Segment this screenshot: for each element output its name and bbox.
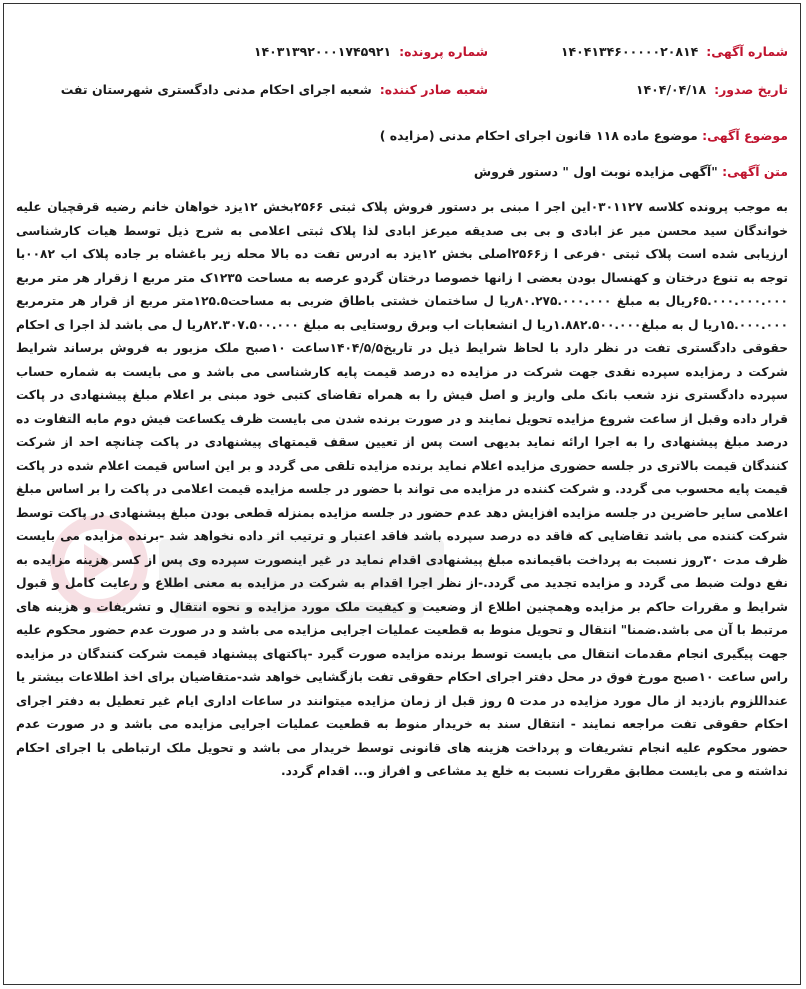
issuing-branch [16, 82, 488, 97]
subject-label: موضوع آگهی: [702, 128, 788, 143]
ad-number-label: شماره آگهی: [706, 43, 788, 59]
case-number-value: ۱۴۰۳۱۳۹۲۰۰۰۱۷۴۵۹۲۱ [253, 43, 392, 59]
case-number-label: شماره پرونده: [399, 43, 488, 59]
subject-value: موضوع ماده ۱۱۸ قانون اجرای احکام مدنی (مزایده ) [379, 128, 698, 143]
ad-number-value: ۱۴۰۴۱۳۴۶۰۰۰۰۰۲۰۸۱۴ [560, 43, 699, 59]
notice-subject [380, 128, 788, 143]
notice-body: به موجب پرونده کلاسه ۰۳۰۱۱۲۷این اجر ا مبنی بر دستور فروش پلاک ثبتی ۲۵۶۶بخش ۱۲یزد خواهان خانم رضیه قرقچیان علیه خواندگان سید محسن میر عز ابادی و بی بی صدیقه میرعز ابادی لذا پلاک ثبتی اعلامی به شرح ذیل توسط هیات کارشناسی ارزیابی شده است پلاک ثبتی ۰فرعی ا ز۲۵۶۶اصلی بخش ۱۲یزد به ادرس تفت ده بالا محله زیر باغشاه بر جاده پلاک اب ۰۰۸۲با توجه به تنوع درختان و کهنسال بودن بعضی ا زانها خصوصا درختان گردو عرصه به مساحت ۱۲۳۵ک متر مربع ا زقرار هر متر مربع ۶۵.۰۰۰.۰۰۰.۰۰۰ریال به مبلغ ۸۰.۲۷۵.۰۰۰.۰۰۰ریا ل ساختمان خشتی باطاق ضربی به مساحت۱۲۵.۵متر مربع از قرار هر مترمربع ۱۵.۰۰۰.۰۰۰ریا ل به مبلغ۱.۸۸۲.۵۰۰.۰۰۰ریا ل انشعابات اب وبرق روستایی به مبلغ ۸۲.۳۰۷.۵۰۰.۰۰۰ریا ل می باشد لذ اجرا ی احکام حقوقی دادگستری تفت در نظر دارد با لحاظ شرایط ذیل در تاریخ۱۴۰۴/۵/۵ساعت ۱۰صبح ملک مزبور به فروش برساند شرایط شرکت د رمزایده سپرده نقدی جهت شرکت در مزایده ده درصد قیمت پایه کارشناسی می باشد و می بایست به شماره حساب سپرده دادگستری نزد شعب بانک ملی واریز و اصل فیش را به همراه تقاضای کتبی خود مبنی بر اعلام مبلغ پیشنهادی در پاکت قرار داده وقبل از ساعت شروع مزایده تحویل نمایند و در صورت برنده شدن می بایست ظرف یکساعت فیش دوم مابه التفاوت ده درصد مبلغ پیشنهادی را به اجرا ارائه نماید بدیهی است پس از تعیین سقف قیمتهای پیشنهادی در پاکت چنانچه احد از شرکت کنندگان قیمت بالاتری در جلسه حضوری مزایده اعلام نماید برنده مزایده تلقی می گردد و بر این اساس قیمت اعلام شده در پاکت قیمت پایه محسوب می گردد. و شرکت کننده در مزایده می تواند با حضور در جلسه مزایده قیمت اعلامی در پاکت را بر اساس مبلغ اعلامی سایر حاضرین در جلسه مزایده افزایش دهد عدم حضور در جلسه مزایده بمنزله قطعی بودن مبلغ پیشنهادی در پاکت توسط شرکت کننده می باشد تقاضایی که فاقد ده درصد سپرده باشد فاقد اعتبار و ترتیب اثر داده نخواهد شد -برنده مزایده می بایست ظرف مدت ۳۰روز نسبت به پرداخت باقیمانده مبلغ پیشنهادی اقدام نماید در غیر اینصورت سپرده وی پس از کسر هزینه مزایده به نفع دولت ضبط می گردد و مزایده تجدید می گردد.-از نظر اجرا اقدام به شرکت در مزایده به معنی اطلاع و رعایت کامل و قبول شرایط و مقررات حاکم بر مزایده وهمچنین اطلاع از وضعیت و کیفیت ملک مورد مزایده و نحوه انتقال و تشریفات و هزینه های مرتبط با آن می باشد.ضمنا" انتقال و تحویل منوط به قطعیت عملیات اجرایی مزایده می باشد و در صورت عدم حضور محکوم علیه جهت پیگیری انجام مقدمات انتقال می بایست توسط برنده مزایده صورت گیرد -پاکتهای پیشنهاد قیمت شرکت کنندگان در مزایده راس ساعت ۱۰صبح مورخ فوق در محل دفتر اجرای احکام حقوقی تفت بازگشایی خواهد شد-متقاضیان برای اخذ اطلاعات بیشتر یا عنداللزوم بازدید از مال مورد مزایده در مدت ۵ روز قبل از زمان مزایده میتوانند در ساعات اداری ایام غیر تعطیل به دفتر اجرای احکام حقوقی تفت مراجعه نمایند - انتقال سند به خریدار منوط به قطعیت عملیات اجرایی مزایده می باشد و در صورت عدم حضور محکوم علیه انجام تشریفات و پرداخت هزینه های قانونی توسط خریدار می باشد و تحویل ملک ارتباطی با اجرای احکام نداشته و می بایست مطابق مقررات نسبت به خلع ید مشاعی و افراز و... اقدام گردد. [16, 200, 789, 778]
header-row-issue [16, 78, 788, 100]
issue-date-value: ۱۴۰۴/۰۴/۱۸ [635, 81, 707, 97]
notice-title: "آگهی مزایده نوبت اول " دستور فروش [473, 164, 718, 179]
issue-date [488, 82, 788, 97]
issuing-branch-label: شعبه صادر کننده: [379, 81, 488, 97]
issuing-branch-value: شعبه اجرای احکام مدنی دادگستری شهرستان تفت [60, 81, 372, 97]
notice-heading [474, 164, 788, 179]
ad-number [488, 44, 788, 59]
issue-date-label: تاریخ صدور: [714, 81, 788, 97]
header-row-numbers [16, 40, 788, 62]
case-number [16, 44, 488, 59]
notice-frame [3, 3, 801, 985]
notice-text-label: متن آگهی: [722, 164, 788, 179]
